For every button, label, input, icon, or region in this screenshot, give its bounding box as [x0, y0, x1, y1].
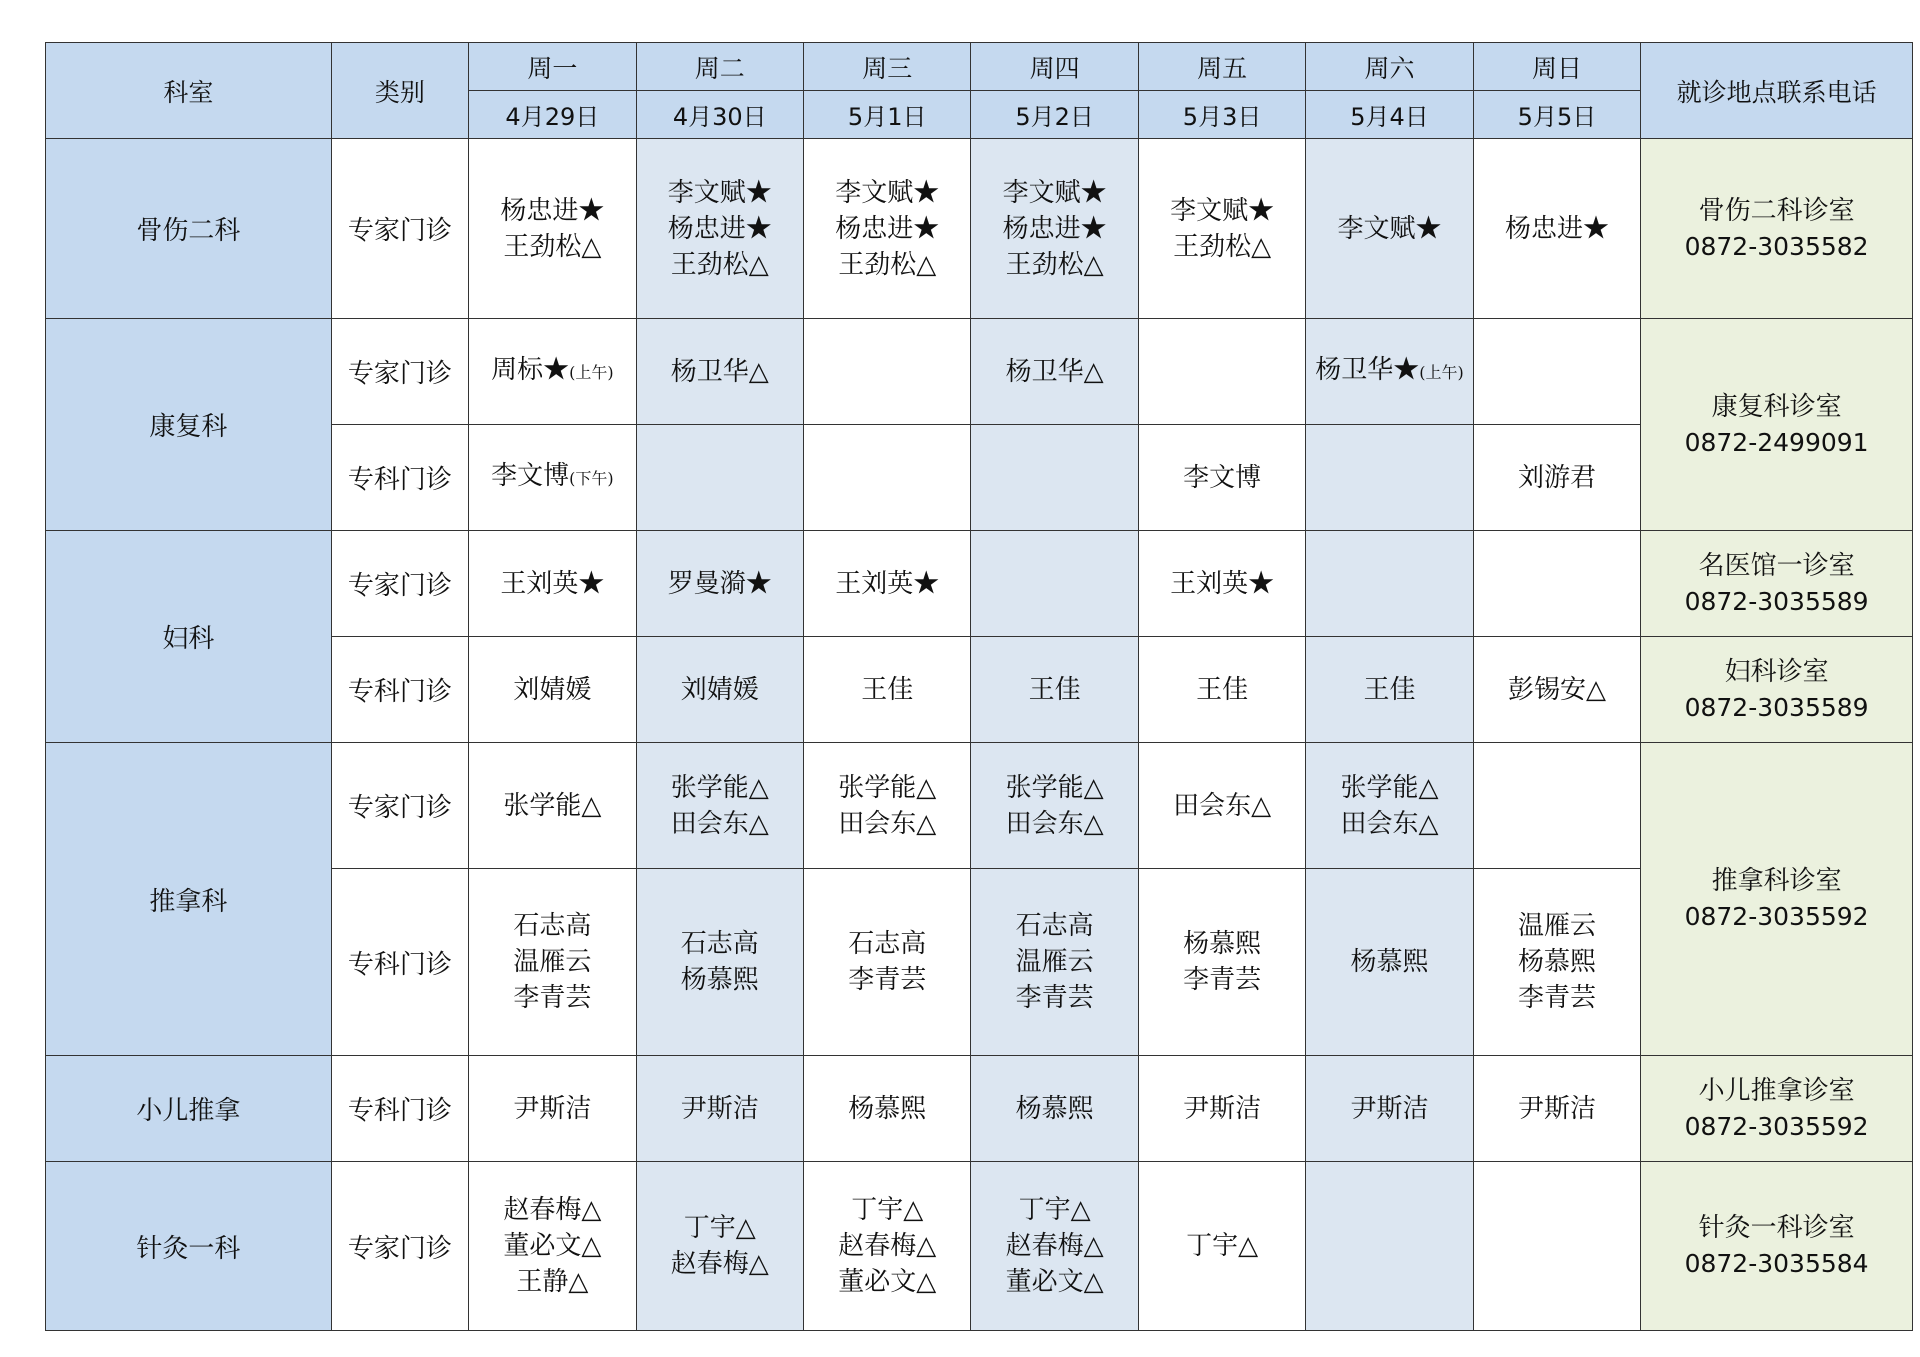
phone-number: 0872-3035582 — [1684, 231, 1869, 261]
schedule-cell — [469, 1056, 636, 1162]
doctor-entry — [971, 908, 1137, 944]
clinic-room: 推拿科诊室 — [1711, 866, 1842, 896]
doctor-entry — [971, 980, 1137, 1016]
doctor-entry — [804, 211, 970, 247]
schedule-cell — [971, 531, 1138, 637]
doctor-entry — [1139, 788, 1305, 824]
doctor-entry — [1139, 460, 1305, 496]
weekday-header: 周一 — [469, 43, 636, 91]
doctor-entry — [971, 806, 1137, 842]
doctor-entry — [1474, 944, 1640, 980]
doctor-entry — [971, 1091, 1137, 1127]
schedule-cell — [1138, 319, 1305, 425]
doctor-name: 刘游君 — [1517, 462, 1596, 493]
table-header — [46, 43, 1913, 139]
doctor-entry — [804, 175, 970, 211]
schedule-cell — [1138, 531, 1305, 637]
schedule-cell — [1473, 869, 1640, 1056]
schedule-cell — [971, 869, 1138, 1056]
clinic-room: 名医馆一诊室 — [1698, 550, 1855, 581]
doctor-entry — [1474, 1091, 1640, 1127]
doctor-entry — [469, 193, 635, 229]
location-contact — [1641, 1162, 1913, 1331]
date-header: 5月1日 — [803, 91, 970, 139]
doctor-name: 赵春梅△ — [670, 1249, 769, 1279]
doctor-name: 尹斯洁 — [1350, 1093, 1429, 1124]
schedule-cell — [1138, 1056, 1305, 1162]
doctor-name: 杨卫华△ — [670, 356, 769, 387]
schedule-cell — [1138, 743, 1305, 869]
doctor-name: 丁宇△ — [851, 1195, 924, 1225]
doctor-entry — [469, 229, 635, 265]
doctor-entry — [1306, 944, 1472, 980]
doctor-entry — [1306, 672, 1472, 708]
phone-number: 0872-3035589 — [1684, 692, 1869, 722]
doctor-entry — [637, 566, 803, 602]
doctor-entry — [469, 944, 635, 980]
doctor-name: 温雁云 — [513, 947, 592, 977]
doctor-entry — [1306, 352, 1472, 391]
date-header: 5月4日 — [1306, 91, 1473, 139]
doctor-name: 杨忠进★ — [1002, 213, 1107, 244]
doctor-name: 石志高 — [513, 911, 592, 941]
table-row — [46, 1056, 1913, 1162]
weekday-header: 周三 — [803, 43, 970, 91]
doctor-name: 董必文△ — [503, 1231, 602, 1261]
doctor-name: 王刘英★ — [500, 568, 605, 599]
schedule-cell — [803, 319, 970, 425]
schedule-cell — [469, 869, 636, 1056]
doctor-name: 尹斯洁 — [513, 1093, 592, 1124]
doctor-entry — [637, 1210, 803, 1246]
doctor-entry — [1474, 908, 1640, 944]
schedule-cell — [636, 743, 803, 869]
table-row — [46, 139, 1913, 319]
schedule-cell — [803, 1162, 970, 1331]
doctor-name: 石志高 — [680, 929, 759, 959]
doctor-name: 张学能△ — [838, 772, 937, 803]
weekday-header: 周五 — [1138, 43, 1305, 91]
clinic-room: 康复科诊室 — [1711, 391, 1842, 422]
schedule-cell — [1138, 425, 1305, 531]
department-name: 推拿科 — [46, 743, 332, 1056]
doctor-entry — [971, 247, 1137, 283]
doctor-name: 田会东△ — [1340, 808, 1439, 839]
schedule-cell — [803, 531, 970, 637]
doctor-name: 李文博 — [491, 461, 570, 491]
doctor-name: 石志高 — [1015, 911, 1094, 941]
weekday-header: 周四 — [971, 43, 1138, 91]
doctor-entry — [804, 806, 970, 842]
schedule-cell — [469, 1162, 636, 1331]
schedule-cell — [636, 869, 803, 1056]
doctor-entry — [637, 672, 803, 708]
schedule-cell — [1306, 139, 1473, 319]
doctor-name: 张学能△ — [670, 772, 769, 803]
doctor-name: 王劲松△ — [503, 231, 602, 262]
schedule-cell — [636, 531, 803, 637]
doctor-entry — [1139, 1091, 1305, 1127]
schedule-cell — [1138, 637, 1305, 743]
doctor-entry — [469, 980, 635, 1016]
department-name: 骨伤二科 — [46, 139, 332, 319]
doctor-entry — [637, 1246, 803, 1282]
schedule-cell — [971, 1162, 1138, 1331]
schedule-cell — [1138, 869, 1305, 1056]
schedule-cell — [1306, 869, 1473, 1056]
doctor-name: 刘婧媛 — [680, 674, 759, 705]
doctor-entry — [637, 247, 803, 283]
doctor-name: 张学能△ — [1340, 772, 1439, 803]
clinic-room: 针灸一科诊室 — [1698, 1213, 1855, 1243]
category-label: 专家门诊 — [331, 1162, 468, 1331]
schedule-cell — [971, 1056, 1138, 1162]
schedule-cell — [1306, 1162, 1473, 1331]
doctor-name: 王劲松△ — [1173, 231, 1272, 262]
doctor-name: 董必文△ — [838, 1267, 937, 1297]
category-label: 专科门诊 — [331, 425, 468, 531]
doctor-name: 赵春梅△ — [503, 1195, 602, 1225]
session-note: (上午) — [1419, 363, 1464, 382]
location-contact — [1641, 1056, 1913, 1162]
doctor-entry — [971, 211, 1137, 247]
schedule-cell — [1306, 743, 1473, 869]
table-row — [46, 319, 1913, 425]
doctor-entry — [1474, 211, 1640, 247]
schedule-cell — [1473, 531, 1640, 637]
doctor-entry — [804, 926, 970, 962]
doctor-name: 尹斯洁 — [680, 1093, 759, 1124]
doctor-name: 杨忠进★ — [667, 213, 772, 244]
schedule-cell — [1306, 637, 1473, 743]
department-name: 妇科 — [46, 531, 332, 743]
doctor-entry — [637, 211, 803, 247]
dept-header: 科室 — [46, 43, 332, 139]
doctor-entry — [637, 926, 803, 962]
doctor-entry — [1139, 926, 1305, 962]
schedule-cell — [1473, 743, 1640, 869]
doctor-entry — [804, 1192, 970, 1228]
doctor-name: 丁宇△ — [1186, 1231, 1259, 1261]
doctor-entry — [971, 944, 1137, 980]
schedule-cell — [636, 425, 803, 531]
schedule-cell — [1473, 1056, 1640, 1162]
schedule-cell — [1473, 319, 1640, 425]
doctor-entry — [469, 566, 635, 602]
schedule-cell — [636, 637, 803, 743]
schedule-cell — [469, 637, 636, 743]
doctor-name: 赵春梅△ — [1005, 1231, 1104, 1261]
doctor-entry — [971, 175, 1137, 211]
doctor-entry — [469, 352, 635, 391]
schedule-cell — [971, 425, 1138, 531]
doctor-entry — [804, 672, 970, 708]
doctor-name: 杨慕熙 — [848, 1093, 927, 1124]
doctor-entry — [804, 247, 970, 283]
schedule-table — [45, 42, 1913, 1331]
phone-number: 0872-3035592 — [1684, 1111, 1869, 1141]
header-row-weekdays — [46, 43, 1913, 91]
schedule-cell — [636, 139, 803, 319]
doctor-name: 田会东△ — [670, 808, 769, 839]
doctor-name: 李青芸 — [1183, 965, 1262, 995]
table-row — [46, 531, 1913, 637]
schedule-cell — [1473, 425, 1640, 531]
doctor-name: 董必文△ — [1005, 1267, 1104, 1297]
schedule-cell — [803, 1056, 970, 1162]
schedule-cell — [803, 425, 970, 531]
category-label: 专科门诊 — [331, 637, 468, 743]
doctor-entry — [1474, 672, 1640, 708]
department-name: 针灸一科 — [46, 1162, 332, 1331]
doctor-entry — [469, 458, 635, 497]
doctor-name: 尹斯洁 — [1183, 1093, 1262, 1124]
doctor-entry — [637, 806, 803, 842]
category-label: 专家门诊 — [331, 319, 468, 425]
doctor-entry — [469, 908, 635, 944]
schedule-cell — [469, 319, 636, 425]
doctor-name: 尹斯洁 — [1517, 1093, 1596, 1124]
weekday-header: 周二 — [636, 43, 803, 91]
doctor-name: 刘婧媛 — [513, 674, 592, 705]
schedule-cell — [1473, 139, 1640, 319]
location-contact — [1641, 743, 1913, 1056]
doctor-entry — [1139, 229, 1305, 265]
clinic-room: 骨伤二科诊室 — [1698, 195, 1855, 226]
schedule-cell — [971, 139, 1138, 319]
doctor-entry — [1306, 211, 1472, 247]
doctor-entry — [637, 962, 803, 998]
doctor-entry — [637, 770, 803, 806]
doctor-entry — [1139, 193, 1305, 229]
schedule-cell — [1138, 1162, 1305, 1331]
schedule-cell — [971, 743, 1138, 869]
doctor-name: 丁宇△ — [683, 1213, 756, 1243]
doctor-entry — [971, 770, 1137, 806]
category-label: 专家门诊 — [331, 139, 468, 319]
doctor-entry — [804, 770, 970, 806]
doctor-name: 李文博 — [1183, 462, 1262, 493]
doctor-entry — [804, 1091, 970, 1127]
doctor-name: 杨忠进★ — [500, 195, 605, 226]
doctor-entry — [971, 1192, 1137, 1228]
doctor-name: 王劲松△ — [670, 249, 769, 280]
category-label: 专家门诊 — [331, 531, 468, 637]
schedule-cell — [636, 319, 803, 425]
phone-number: 0872-3035592 — [1684, 902, 1869, 931]
doctor-entry — [971, 1228, 1137, 1264]
doctor-entry — [1474, 460, 1640, 496]
schedule-cell — [1306, 531, 1473, 637]
doctor-name: 王静△ — [516, 1267, 589, 1297]
schedule-cell — [469, 425, 636, 531]
doctor-name: 王佳 — [1028, 674, 1081, 705]
doctor-entry — [469, 672, 635, 708]
doctor-entry — [469, 1192, 635, 1228]
doctor-entry — [804, 1228, 970, 1264]
doctor-entry — [1474, 980, 1640, 1016]
schedule-cell — [803, 139, 970, 319]
doctor-name: 杨慕熙 — [1517, 947, 1596, 977]
doctor-name: 李青芸 — [1015, 983, 1094, 1013]
doctor-entry — [469, 1228, 635, 1264]
schedule-cell — [636, 1162, 803, 1331]
doctor-entry — [637, 1091, 803, 1127]
doctor-name: 杨忠进★ — [835, 213, 940, 244]
schedule-cell — [1306, 425, 1473, 531]
doctor-entry — [1139, 566, 1305, 602]
doctor-name: 张学能△ — [503, 790, 602, 821]
doctor-name: 杨卫华★ — [1315, 355, 1420, 385]
doctor-name: 李文赋★ — [835, 177, 940, 208]
doctor-name: 周标★ — [491, 355, 570, 385]
schedule-cell — [971, 637, 1138, 743]
category-label: 专科门诊 — [331, 869, 468, 1056]
doctor-entry — [637, 354, 803, 390]
doctor-name: 丁宇△ — [1018, 1195, 1091, 1225]
doctor-entry — [637, 175, 803, 211]
doctor-name: 王佳 — [1363, 674, 1416, 705]
doctor-name: 李青芸 — [1517, 983, 1596, 1013]
date-header: 4月30日 — [636, 91, 803, 139]
doctor-name: 李文赋★ — [1002, 177, 1107, 208]
category-header: 类别 — [331, 43, 468, 139]
doctor-name: 彭锡安△ — [1507, 674, 1606, 705]
session-note: (下午) — [569, 469, 614, 488]
doctor-name: 杨慕熙 — [1183, 929, 1262, 959]
location-contact — [1641, 637, 1913, 743]
schedule-cell — [1138, 139, 1305, 319]
doctor-entry — [1306, 1091, 1472, 1127]
schedule-cell — [803, 869, 970, 1056]
doctor-name: 杨慕熙 — [1015, 1093, 1094, 1124]
doctor-entry — [804, 962, 970, 998]
session-note: (上午) — [569, 363, 614, 382]
doctor-name: 田会东△ — [838, 808, 937, 839]
clinic-room: 妇科诊室 — [1724, 656, 1829, 687]
doctor-entry — [1139, 962, 1305, 998]
location-contact — [1641, 139, 1913, 319]
department-name: 小儿推拿 — [46, 1056, 332, 1162]
location-contact — [1641, 531, 1913, 637]
doctor-name: 杨卫华△ — [1005, 356, 1104, 387]
weekday-header: 周六 — [1306, 43, 1473, 91]
schedule-cell — [803, 743, 970, 869]
schedule-cell — [469, 743, 636, 869]
doctor-entry — [804, 566, 970, 602]
doctor-name: 田会东△ — [1005, 808, 1104, 839]
doctor-entry — [1306, 770, 1472, 806]
location-header: 就诊地点联系电话 — [1641, 43, 1913, 139]
doctor-name: 王劲松△ — [838, 249, 937, 280]
doctor-entry — [469, 1091, 635, 1127]
date-header: 5月2日 — [971, 91, 1138, 139]
doctor-entry — [1306, 806, 1472, 842]
phone-number: 0872-3035589 — [1684, 586, 1869, 616]
doctor-entry — [804, 1264, 970, 1300]
doctor-name: 温雁云 — [1015, 947, 1094, 977]
weekday-header: 周日 — [1473, 43, 1640, 91]
schedule-cell — [469, 139, 636, 319]
schedule-cell — [1473, 637, 1640, 743]
doctor-entry — [971, 1264, 1137, 1300]
doctor-name: 杨慕熙 — [1350, 947, 1429, 977]
doctor-entry — [1139, 672, 1305, 708]
date-header: 5月5日 — [1473, 91, 1640, 139]
location-contact — [1641, 319, 1913, 531]
schedule-cell — [1306, 319, 1473, 425]
doctor-name: 李文赋★ — [667, 177, 772, 208]
department-name: 康复科 — [46, 319, 332, 531]
clinic-room: 小儿推拿诊室 — [1698, 1075, 1855, 1106]
doctor-name: 李青芸 — [513, 983, 592, 1013]
doctor-entry — [1139, 1228, 1305, 1264]
doctor-name: 温雁云 — [1517, 911, 1596, 941]
doctor-name: 李青芸 — [848, 965, 927, 995]
doctor-name: 李文赋★ — [1170, 195, 1275, 226]
doctor-name: 罗曼漪★ — [667, 568, 772, 599]
doctor-entry — [971, 354, 1137, 390]
schedule-cell — [803, 637, 970, 743]
doctor-name: 王劲松△ — [1005, 249, 1104, 280]
doctor-name: 张学能△ — [1005, 772, 1104, 803]
schedule-cell — [971, 319, 1138, 425]
doctor-name: 王刘英★ — [1170, 568, 1275, 599]
doctor-entry — [469, 1264, 635, 1300]
schedule-cell — [1306, 1056, 1473, 1162]
date-header: 5月3日 — [1138, 91, 1305, 139]
table-row — [46, 1162, 1913, 1331]
doctor-name: 李文赋★ — [1337, 213, 1442, 244]
doctor-name: 田会东△ — [1173, 790, 1272, 821]
date-header: 4月29日 — [469, 91, 636, 139]
schedule-cell — [636, 1056, 803, 1162]
doctor-name: 王佳 — [861, 674, 914, 705]
category-label: 专家门诊 — [331, 743, 468, 869]
phone-number: 0872-2499091 — [1684, 427, 1869, 457]
doctor-name: 杨慕熙 — [680, 965, 759, 995]
doctor-name: 王佳 — [1196, 674, 1249, 705]
doctor-name: 杨忠进★ — [1504, 213, 1609, 244]
table-row — [46, 743, 1913, 869]
schedule-cell — [469, 531, 636, 637]
schedule-body — [46, 139, 1913, 1331]
doctor-name: 石志高 — [848, 929, 927, 959]
doctor-name: 赵春梅△ — [838, 1231, 937, 1261]
schedule-cell — [1473, 1162, 1640, 1331]
category-label: 专科门诊 — [331, 1056, 468, 1162]
doctor-entry — [971, 672, 1137, 708]
phone-number: 0872-3035584 — [1684, 1249, 1869, 1278]
doctor-name: 王刘英★ — [835, 568, 940, 599]
doctor-entry — [469, 788, 635, 824]
